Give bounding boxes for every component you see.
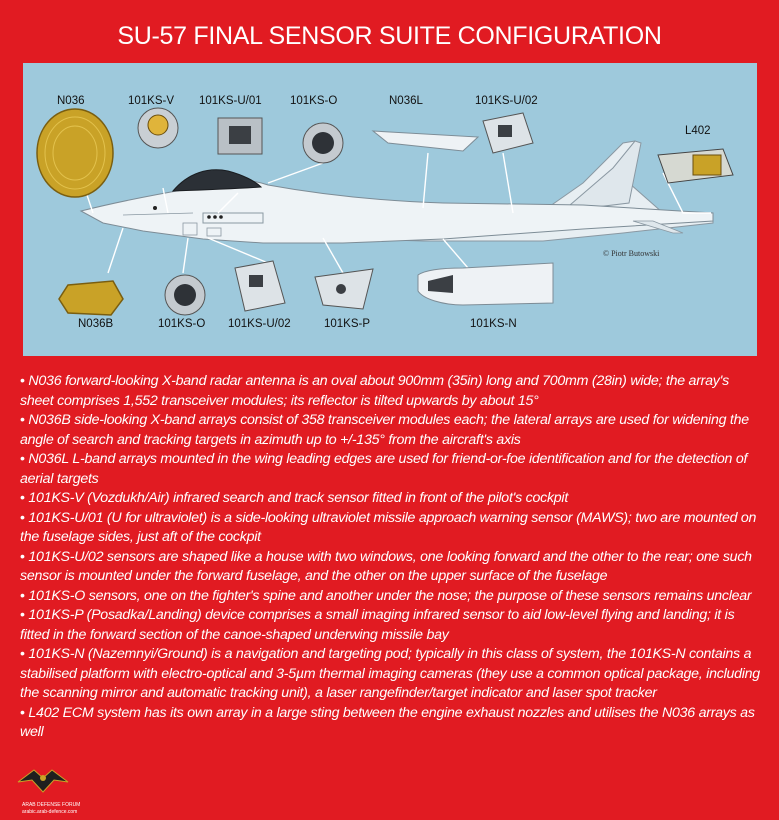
ks-u02-bottom-sensor-icon — [235, 261, 285, 311]
label-101ks-u02-top: 101KS-U/02 — [475, 95, 538, 107]
label-101ks-u02-bottom: 101KS-U/02 — [228, 318, 291, 330]
label-101ks-o-bottom: 101KS-O — [158, 318, 206, 330]
n036l-array-icon — [373, 131, 478, 151]
photo-credit: © Piotr Butowski — [603, 249, 660, 258]
note-101ks-u01: • 101KS-U/01 (U for ultraviolet) is a side-looking ultraviolet missile approach warning sensor (MAWS); two are mounted on the fuselage sides, just aft of the cockpit — [20, 509, 760, 548]
note-101ks-p: • 101KS-P (Posadka/Landing) device comprises a small imaging infrared sensor to aid low-level flying and landing; it is fitted in the forward section of the canoe-shaped underwing missile bay — [20, 606, 760, 645]
sensor-diagram — [23, 63, 757, 356]
su57-aircraft-illustration — [81, 141, 713, 243]
forum-watermark-logo — [14, 762, 81, 818]
note-101ks-n: • 101KS-N (Nazemnyi/Ground) is a navigation and targeting pod; typically in this class of system, the 101KS-N contains a stabilised platform with electro-optical and 3-5µm thermal imaging cameras (they use a common optical package, including the scanning mirror and automatic tracking unit), a laser rangefinder/target indicator and laser spot tracker — [20, 645, 760, 704]
label-n036: N036 — [57, 95, 85, 107]
label-n036b: N036B — [78, 318, 114, 330]
label-101ks-v: 101KS-V — [128, 95, 175, 107]
n036b-array-icon — [59, 281, 123, 315]
note-n036b: • N036B side-looking X-band arrays consist of 358 transceiver modules each; the lateral arrays are used for widening the angle of search and tracking targets in azimuth up to +/-135° from the aircraft's axis — [20, 411, 760, 450]
ks-o-bottom-sensor-icon — [165, 275, 205, 315]
l402-ecm-icon — [658, 149, 733, 183]
page-title: SU-57 FINAL SENSOR SUITE CONFIGURATION — [117, 22, 662, 50]
note-n036l: • N036L L-band arrays mounted in the wing leading edges are used for friend-or-foe identification and for the detection of aerial targets — [20, 450, 760, 489]
note-101ks-o: • 101KS-O sensors, one on the fighter's spine and another under the nose; the purpose of these sensors remains unclear — [20, 587, 760, 607]
n036-radar-icon — [37, 109, 113, 197]
ks-o-top-sensor-icon — [303, 123, 343, 163]
watermark-line2: arabic.arab-defence.com — [22, 809, 78, 815]
ks-u02-top-sensor-icon — [483, 113, 533, 153]
ks-n-pod-icon — [418, 263, 553, 305]
ks-u01-sensor-icon — [218, 118, 262, 154]
ks-p-sensor-icon — [315, 269, 373, 309]
label-101ks-p: 101KS-P — [324, 318, 371, 330]
note-101ks-v: • 101KS-V (Vozdukh/Air) infrared search and track sensor fitted in front of the pilot's cockpit — [20, 489, 760, 509]
label-101ks-o-top: 101KS-O — [290, 95, 338, 107]
label-101ks-n: 101KS-N — [470, 318, 517, 330]
note-101ks-u02: • 101KS-U/02 sensors are shaped like a house with two windows, one looking forward and the other to the rear; one such sensor is mounted under the forward fuselage, and the other on the upper surface of the fuselage — [20, 548, 760, 587]
note-n036: • N036 forward-looking X-band radar antenna is an oval about 900mm (35in) long and 700mm (28in) wide; the array's sheet comprises 1,552 transceiver modules; its reflector is tilted upwards by about 15° — [20, 372, 760, 411]
watermark-line1: ARAB DEFENSE FORUM — [22, 802, 81, 808]
label-n036l: N036L — [389, 95, 423, 107]
ks-v-sensor-icon — [138, 108, 178, 148]
label-l402: L402 — [685, 125, 711, 137]
label-101ks-u01: 101KS-U/01 — [199, 95, 262, 107]
eagle-icon — [14, 762, 72, 802]
note-l402: • L402 ECM system has its own array in a large sting between the engine exhaust nozzles and utilises the N036 arrays as well — [20, 704, 760, 743]
sensor-notes — [20, 372, 760, 743]
